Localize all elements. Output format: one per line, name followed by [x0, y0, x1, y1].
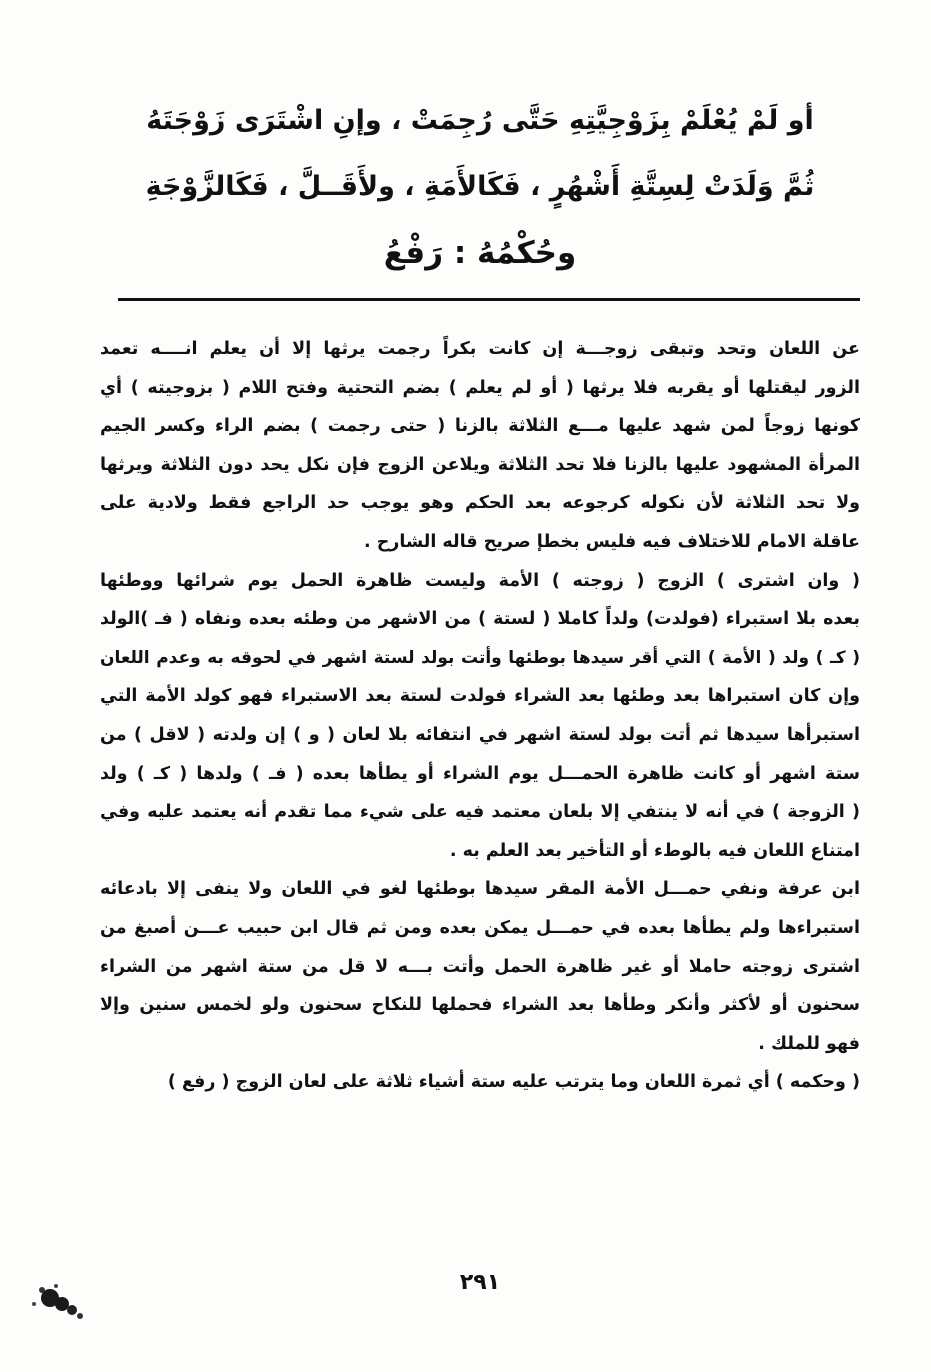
commentary-line: وإن كان استبراها بعد وطئها بعد الشراء فولدت لستة بعد الاستبراء فهو كولد الأمة التي: [100, 686, 860, 707]
commentary-line: ابن عرفة ونفي حمـــل الأمة المقر سيدها بوطئها لغو في اللعان ولا ينفى إلا بادعائه: [100, 879, 860, 900]
commentary-line: كونها زوجاً لمن شهد عليها مـــع الثلاثة بالزنا ( حتى رجمت ) بضم الراء وكسر الجيم: [100, 416, 860, 437]
verse-line: ثُمَّ وَلَدَتْ لِسِتَّةِ أَشْهُرٍ ، فَكَالأَمَةِ ، ولأَقَــلَّ ، فَكَالزَّوْجَةِ: [145, 171, 815, 202]
commentary-line: سحنون أو لأكثر وأنكر وطأها بعد الشراء فحملها للنكاح سحنون ولو لخمس سنين وإلا: [100, 995, 860, 1016]
commentary-line: ولا تحد الثلاثة لأن نكوله كرجوعه بعد الحكم وهو يوجب حد الراجع فقط ولادية على: [100, 493, 860, 514]
ink-smudge-decoration: [20, 1270, 100, 1330]
commentary-line: عاقلة الامام للاختلاف فيه فليس بخطإ صريح قاله الشارح .: [363, 531, 860, 552]
verse-line: وحُكْمُهُ : رَفْعُ: [383, 235, 577, 271]
commentary-line: ( وحكمه ) أي ثمرة اللعان وما يترتب عليه ستة أشياء ثلاثة على لعان الزوج ( رفع ): [167, 1072, 860, 1093]
commentary-line: عن اللعان وتحد وتبقى زوجـــة إن كانت بكراً رجمت يرثها إلا أن يعلم انــــه تعمد: [100, 339, 860, 359]
commentary-line: الزور ليقتلها أو يقربه فلا يرثها ( أو لم يعلم ) بضم التحتية وفتح اللام ( بزوجيته ) أي: [100, 377, 860, 398]
commentary-line: بعده بلا استبراء (فولدت) ولداً كاملا ( لستة ) من الاشهر من وطئه بعده ونفاه ( فـ )الولد: [100, 609, 860, 630]
commentary-line: فهو للملك .: [758, 1033, 860, 1054]
commentary-text: [100, 330, 860, 1102]
verse-line: أو لَمْ يُعْلَمْ بِزَوْجِيَّتِهِ حَتَّى رُجِمَتْ ، وإنِ اشْتَرَى زَوْجَتَهُ: [146, 105, 814, 136]
separator-rule: [118, 298, 860, 301]
commentary-line: المرأة المشهود عليها بالزنا فلا تحد الثلاثة ويلاعن الزوج فإن نكل يحد دون الثلاثة ويرثها: [100, 454, 860, 475]
commentary-line: امتناع اللعان فيه بالوطء أو التأخير بعد العلم به .: [449, 840, 860, 861]
page-number: ٢٩١: [459, 1270, 501, 1295]
matn-verse: [140, 88, 820, 286]
commentary-line: ( كـ ) ولد ( الأمة ) التي أقر سيدها بوطئها وأتت بولد لستة اشهر في لحوقه به وعدم اللعان: [100, 647, 860, 668]
commentary-line: استبرأها سيدها ثم أتت بولد لستة اشهر في انتفائه بلا لعان ( و ) إن ولدته ( لاقل ) من: [100, 724, 860, 745]
commentary-line: ( وان اشترى ) الزوج ( زوجته ) الأمة وليست ظاهرة الحمل يوم شرائها ووطئها: [100, 570, 860, 591]
commentary-line: ( الزوجة ) في أنه لا ينتفي إلا بلعان معتمد فيه على شيء مما تقدم أنه يعتمد عليه وفي: [100, 802, 860, 823]
commentary-line: استبراءها ولم يطأها بعده في حمـــل يمكن بعده ومن ثم قال ابن حبيب عـــن أصبغ من: [100, 917, 860, 938]
commentary-line: ستة اشهر أو كانت ظاهرة الحمـــل يوم الشراء أو يطأها بعده ( فـ ) ولدها ( كـ ) ولد: [100, 763, 860, 784]
commentary-line: اشترى زوجته حاملا أو غير ظاهرة الحمل وأتت بـــه لا قل من ستة اشهر من الشراء: [100, 956, 860, 977]
